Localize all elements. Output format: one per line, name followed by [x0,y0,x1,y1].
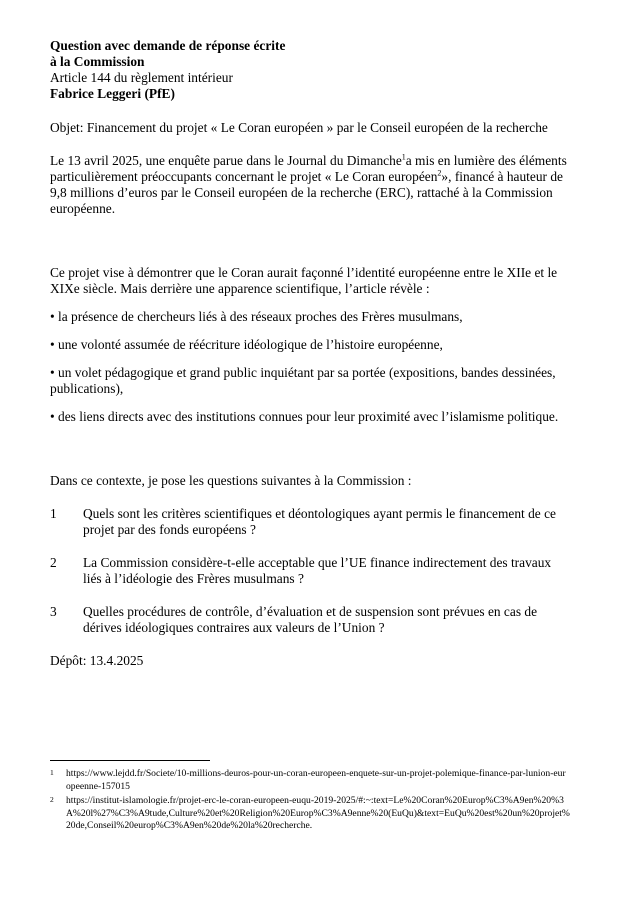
intro-text-3: », financé à hauteur de 9,8 millions d’euros par le Conseil européen de la recherche (ERC), rattaché à la Commission européenne. [50,169,563,216]
footnote [50,768,570,793]
document-page [50,38,570,669]
footnote-number: 2 [50,795,54,804]
context-paragraph: Dans ce contexte, je pose les questions suivantes à la Commission : [50,473,412,488]
question-item [50,604,570,636]
header-article: Article 144 du règlement intérieur [50,70,233,85]
intro-paragraph [50,153,570,217]
footnote-link[interactable]: https://www.lejdd.fr/Societe/10-millions-deuros-pour-un-coran-europeen-enquete-sur-un-projet-polemique-finance-par-lunion-europeenne-157015 [66,768,566,792]
header-author: Fabrice Leggeri (PfE) [50,86,175,101]
header-question-type: Question avec demande de réponse écrite [50,38,286,53]
footnote-ref-2: 2 [437,168,442,178]
footnote [50,795,570,833]
footnotes [50,768,570,835]
project-paragraph: Ce projet vise à démontrer que le Coran aurait façonné l’identité européenne entre le XIIe et le XIXe siècle. Mais derrière une apparence scientifique, l’article révèle : [50,265,558,296]
questions-list [50,506,570,636]
header-recipient: à la Commission [50,54,145,69]
question-number: 3 [50,604,57,619]
footnote-ref-1: 1 [401,152,406,162]
question-item [50,506,570,538]
bullet-item: • un volet pédagogique et grand public inquiétant par sa portée (expositions, bandes dessinées, publications), [50,365,556,396]
question-number: 1 [50,506,57,521]
question-text: Quelles procédures de contrôle, d’évaluation et de suspension sont prévues en cas de dérives idéologiques contraires aux valeurs de l’Union ? [83,604,538,635]
intro-text-1: Le 13 avril 2025, une enquête parue dans le Journal du Dimanche [50,153,402,168]
question-text: Quels sont les critères scientifiques et déontologiques ayant permis le financement de ce projet par des fonds européens ? [83,506,556,537]
question-number: 2 [50,555,57,570]
footnote-number: 1 [50,768,54,777]
intro-text-2: a mis en lumière des éléments particulièrement préoccupants concernant le projet « Le Coran européen [50,153,567,184]
bullet-item: • des liens directs avec des institutions connues pour leur proximité avec l’islamisme politique. [50,409,559,424]
bullet-item: • la présence de chercheurs liés à des réseaux proches des Frères musulmans, [50,309,463,324]
footnote-divider [50,760,210,761]
question-item [50,555,570,587]
subject-line: Objet: Financement du projet « Le Coran européen » par le Conseil européen de la recherche [50,120,548,135]
question-text: La Commission considère-t-elle acceptable que l’UE finance indirectement des travaux liés à l’idéologie des Frères musulmans ? [83,555,552,586]
document-header [50,38,570,102]
bullet-item: • une volonté assumée de réécriture idéologique de l’histoire européenne, [50,337,443,352]
deposit-date: Dépôt: 13.4.2025 [50,653,144,668]
footnote-link[interactable]: https://institut-islamologie.fr/projet-erc-le-coran-europeen-euqu-2019-2025/#:~:text=Le%20Coran%20Europ%C3%A9en%20%3A%20l%27%C3%A9tude,Culture%20et%20Religion%20Europ%C3%A9enne%20(EuQu)&text=EuQu%20est%20un%20projet%20de,Conseil%20europ%C3%A9en%20de%20la%20recherche. [66,795,570,831]
